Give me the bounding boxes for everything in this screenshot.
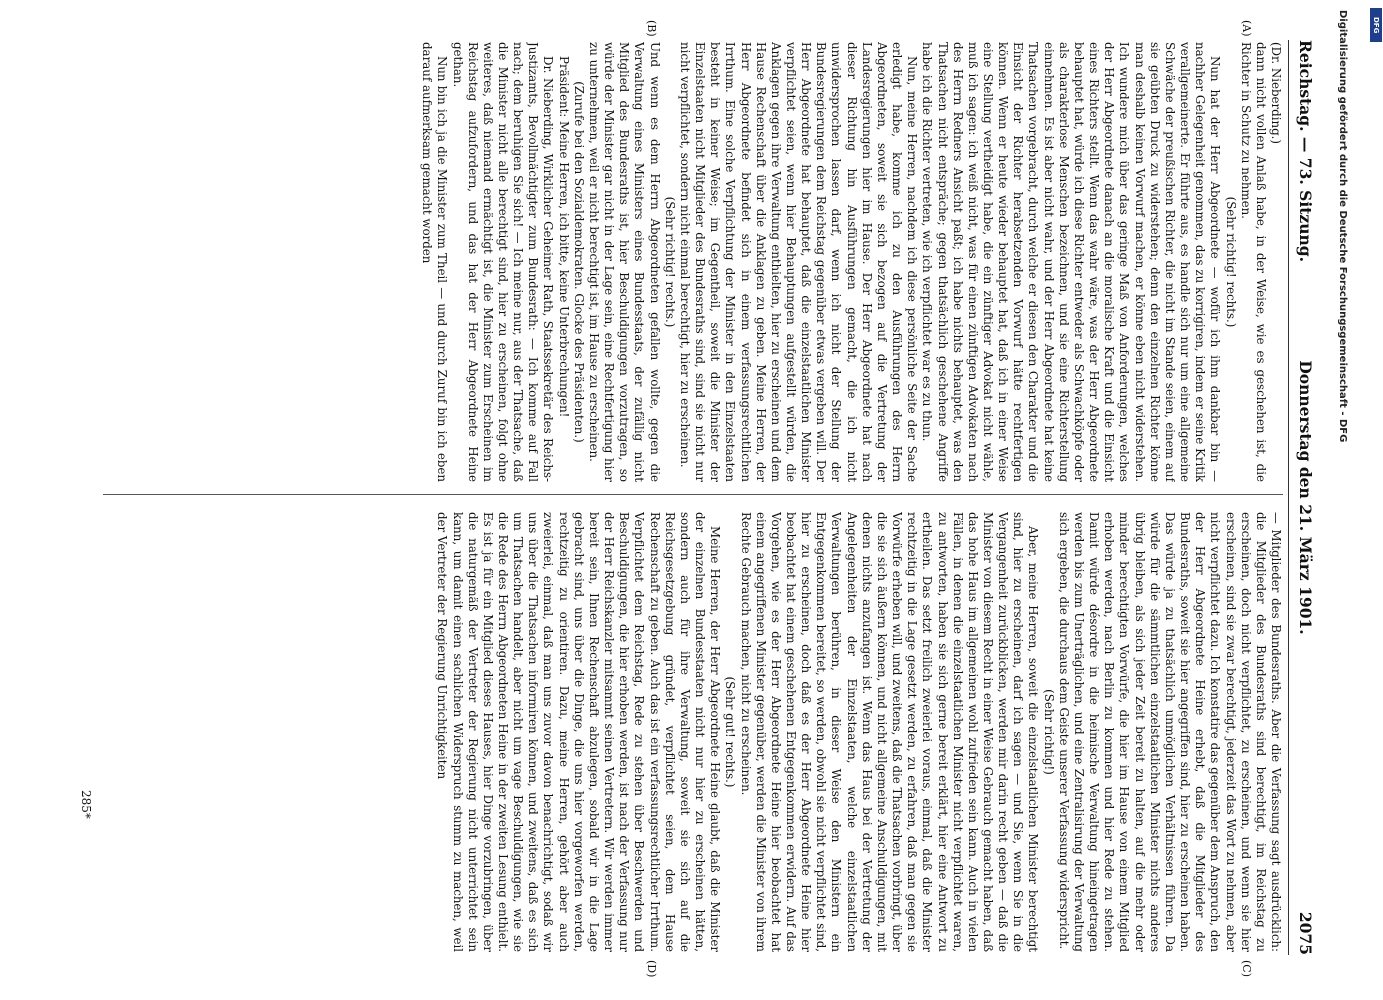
- left-column: [103, 42, 1283, 482]
- left-column-paragraph: (Sehr richtig! rechts.): [662, 196, 677, 328]
- margin-mark-d: (D): [645, 960, 658, 978]
- left-column-paragraph: Dr. Nieberding, Wirklicher Geheimer Rath, Staatssekretär des Reichs-Justizamts, Bevollmächtigter zum Bundesrath: — Ich komme auf Fall nach; dem beruhigen Sie sich! — Ich meine nur, aus der Thatsache, daß die Minister nicht alle berechtigt sind, hier zu erscheinen, folgt ohne weiteres, daß niemand ermächtigt ist, die Minister zum Erscheinen im Reichstag aufzufordern, und das hat der Herr Abgeordnete Heine gethan.: [450, 42, 556, 482]
- page-header: [1291, 40, 1315, 955]
- left-column-paragraph: dann nicht vollen Anlaß habe, in der Weise, wie es geschehen ist, die Richter in Schutz zu nehmen.: [1238, 42, 1268, 482]
- right-column-paragraph: (Sehr gut! rechts.): [723, 676, 738, 788]
- digitization-text: Digitalisierung gefördert durch die Deutsche Forschungsgemeinschaft - DFG: [1337, 10, 1348, 443]
- dfg-logo: DFG: [1370, 8, 1382, 42]
- digitization-credit: [1328, 10, 1378, 990]
- right-column-paragraph: — Mitglieder des Bundesraths. Aber die Verfassung sagt ausdrücklich: die Mitglieder des Bundesraths sind berechtigt, im Reichstag zu erscheinen, doch nicht verpflichtet, zu erscheinen, und wenn sie hier erscheinen, sind sie zwar berechtigt, jederzeit das Wort zu nehmen, aber nicht verpflichtet dazu. Ich konstatire das gegenüber dem Anspruch, den der Herr Abgeordnete Heine erhebt, daß die Mitglieder des Bundesraths, soweit sie hier angegriffen sind, hier zu erscheinen haben. Das würde ja zu thatsächlich unmöglichen Verhältnissen führen. Da würde für die sämmtlichen einzelstaatlichen Minister nichts anderes übrig bleiben, als sich jeder Zeit bereit zu halten, auf die mehr oder minder berechtigten Vorwürfe, die hier im Hause von einem Mitglied erhoben werden, nach Berlin zu kommen und hier Rede zu stehen. Damit würde désordre in die heimische Verwaltung hineingetragen werden bis zum Unerträglichen, und eine Zentralisirung der Verwaltung sich ergeben, die durchaus dem Geiste unserer Verfassung widerspricht.: [1056, 512, 1283, 952]
- column-divider: [103, 494, 1283, 495]
- left-column-paragraph: (Zurufe bei den Sozialdemokraten. Glocke des Präsidenten.): [571, 81, 586, 443]
- page-number: 2075: [1296, 911, 1315, 955]
- margin-mark-a: (A): [1240, 20, 1253, 37]
- right-column-paragraph: Meine Herren, der Herr Abgeordnete Heine glaubt, daß die Minister der einzelnen Bundesstaaten nicht nur hier zu erscheinen hätten, sondern auch für ihre Verwaltung, soweit sie sich auf die Reichsgesetzgebung gründet, verpflichtet seien, dem Hause Rechenschaft zu geben. Auch das ist ein verfassungsrechtlicher Irrthum. Verpflichtet dem Reichstag, Rede zu stehen über Beschwerden und Beschuldigungen, die hier erhoben werden, ist nach der Verfassung nur der Herr Reichskanzler mitsammt seinen Vertretern. Wir werden immer bereit sein, Ihnen Rechenschaft abzulegen, sobald wir in die Lage gebracht sind, uns über die Dinge, die uns hier vorgeworfen werden, rechtzeitig zu orientiren. Dazu, meine Herren, gehört aber auch zweierlei, einmal, daß man uns zuvor davon benachrichtigt, sodaß wir uns über die Thatsachen informiren können, und zweitens, daß es sich um Thatsachen handelt, aber nicht um vage Beschuldigungen, wie sie die Rede des Herrn Abgeordneten Heine in der zweiten Lesung enthielt. Es ist ja für ein Mitglied dieses Hauses, hier Dinge vorzubringen, über die naturgemäß der Vertreter der Regierung nicht unterrichtet sein kann, um damit einen sachlichen Widerspruch stumm zu machen, weil der Vertreter der Regierung Unrichtigkeiten: [435, 512, 723, 952]
- header-left: Reichstag. — 73. Sitzung.: [1296, 40, 1315, 262]
- margin-mark-c: (C): [1240, 960, 1253, 977]
- margin-mark-b: (B): [645, 20, 658, 37]
- signature-number: 285*: [79, 790, 93, 819]
- left-column-paragraph: Nun hat der Herr Abgeordnete — wofür ich ihm dankbar bin — nachher Gelegenheit genommen, das zu korrigiren, indem er seine Kritik verallgemeinerte. Er führte aus, es handle sich nur um eine allgemeine Schwäche der preußischen Richter, die nicht im Stande seien, einem auf sie geübten Druck zu widerstehen; denn den einzelnen Richter könne man deshalb keinen Vorwurf machen, er könne eben nicht widerstehen. Ich wundere mich über das geringe Maß von Anforderungen, welches der Herr Abgeordnete danach an die moralische Kraft und die Einsicht eines Richters stellt. Wenn das wahr wäre, was der Herr Abgeordnete behauptet hat, würde ich diese Richter entweder als Schwachköpfe oder als charakterlose Menschen bezeichnen, und sie eine Richterstellung einnehmen. Es ist aber nicht wahr, und der Herr Abgeordnete hat keine Thatsachen vorgebracht, durch welche er diesen den Charakter und die Einsicht der Richter herabsetzenden Vorwurf hätte rechtfertigen können. Wenn er heute wieder behauptet hat, daß ich in einer Weise eine Stellung vertheidigt habe, die ein zünftiger Advokat nicht wähle, muß ich sagen: ich weiß nicht, was für einen zünftigen Advokaten nach des Herrn Redners Ansicht paßt; ich habe nichts behauptet, was den Thatsachen nicht entspräche; gegen thatsächlich geschehene Angriffe habe ich die Richter vertreten, wie ich verpflichtet war es zu thun.: [920, 42, 1223, 482]
- header-date: Donnerstag den 21. März 1901.: [1296, 360, 1315, 635]
- right-column-paragraph: Aber, meine Herren, soweit die einzelstaatlichen Minister berechtigt sind, hier zu erscheinen, darf ich sagen — und Sie, wenn Sie in die Vergangenheit zurückblicken, werden mir darin recht geben — daß die Minister von diesem Recht in einer Weise Gebrauch gemacht haben, daß das hohe Haus im allgemeinen wohl zufrieden sein kann. Auch in vielen Fällen, in denen die einzelstaatlichen Minister nicht verpflichtet waren, zu antworten, haben sie sich gerne bereit erklärt, hier eine Antwort zu ertheilen. Das setzt freilich zweierlei voraus, einmal, daß die Minister rechtzeitig in die Lage gesetzt werden, zu erfahren, daß man gegen sie Vorwürfe erheben will, und zweitens, daß die Thatsachen vorbringt, über die sie sich äußern können, und nicht allgemeine Anschuldigungen, mit denen nichts anzufangen ist. Wenn das Haus bei der Vertretung der Angelegenheiten der Einzelstaaten, welche einzelstaatlichen Verwaltungen berühren, in dieser Weise den Ministern ein Entgegenkommen bereitet, so werden, obwohl sie nicht verpflichtet sind, hier zu erscheinen, doch daß es der Herr Abgeordnete Heine hier beobachtet hat einem geschehenen Entgegenkommen erwidern. Auf das Vorgehen, wie es der Herr Abgeordnete Heine hier beobachtet hat einem angegriffenen Minister gegenüber, werden die Minister von ihrem Rechte Gebrauch machen, nicht zu erscheinen.: [738, 512, 1041, 952]
- right-column-paragraph: (Sehr richtig!): [1041, 689, 1056, 775]
- left-column-paragraph: (Dr. Nieberding.): [1269, 42, 1283, 144]
- left-column-paragraph: Nun bin ich ja die Minister zum Theil — und durch Zuruf bin ich eben darauf aufmerksam gemacht worden: [420, 42, 450, 482]
- left-column-paragraph: Und wenn es dem Herrn Abgeordneten gefallen wollte, gegen die Verwaltung eines Ministers eines Bundesstaats, der zufällig nicht Mitglied des Bundesraths ist, hier Beschuldigungen vorzutragen, so würde der Minister gar nicht in der Lage sein, eine Rechtfertigung hier zu unternehmen, weil er nicht berechtigt ist, im Hause zu erscheinen.: [586, 42, 662, 482]
- left-column-paragraph: (Sehr richtig! rechts.): [1223, 196, 1238, 328]
- left-column-paragraph: Präsident: Meine Herren, ich bitte, keine Unterbrechungen!: [556, 56, 571, 418]
- right-column: [103, 512, 1283, 952]
- header-rule: [1288, 40, 1289, 955]
- left-column-paragraph: Nun, meine Herren, nachdem ich diese persönliche Seite der Sache erledigt habe, komme ich zu den Ausführungen des Herrn Abgeordneten, soweit sie sich bezogen auf die Vertretung der Landesregierungen hier im Hause. Der Herr Abgeordnete hat nach dieser Richtung hin Ausführungen gemacht, die ich nicht unwidersprochen lassen darf, wenn ich nicht der Stellung der Bundesregierungen dem Reichstag gegenüber etwas vergeben will. Der Herr Abgeordnete hat behauptet, daß die einzelstaatlichen Minister verpflichtet seien, wenn hier Behauptungen aufgestellt würden, die Anklagen gegen ihre Verwaltung enthielten, hier zu erscheinen und dem Hause Rechenschaft über die Anklagen zu geben. Meine Herren, der Herr Abgeordnete befindet sich in einem verfassungsrechtlichen Irrthum. Eine solche Verpflichtung der Minister in den Einzelstaaten besteht in keiner Weise; im Gegentheil, soweit die Minister der Einzelstaaten nicht Mitglieder des Bundesraths sind, sind sie nicht nur nicht verpflichtet, sondern nicht einmal berechtigt, hier zu erscheinen.: [677, 42, 920, 482]
